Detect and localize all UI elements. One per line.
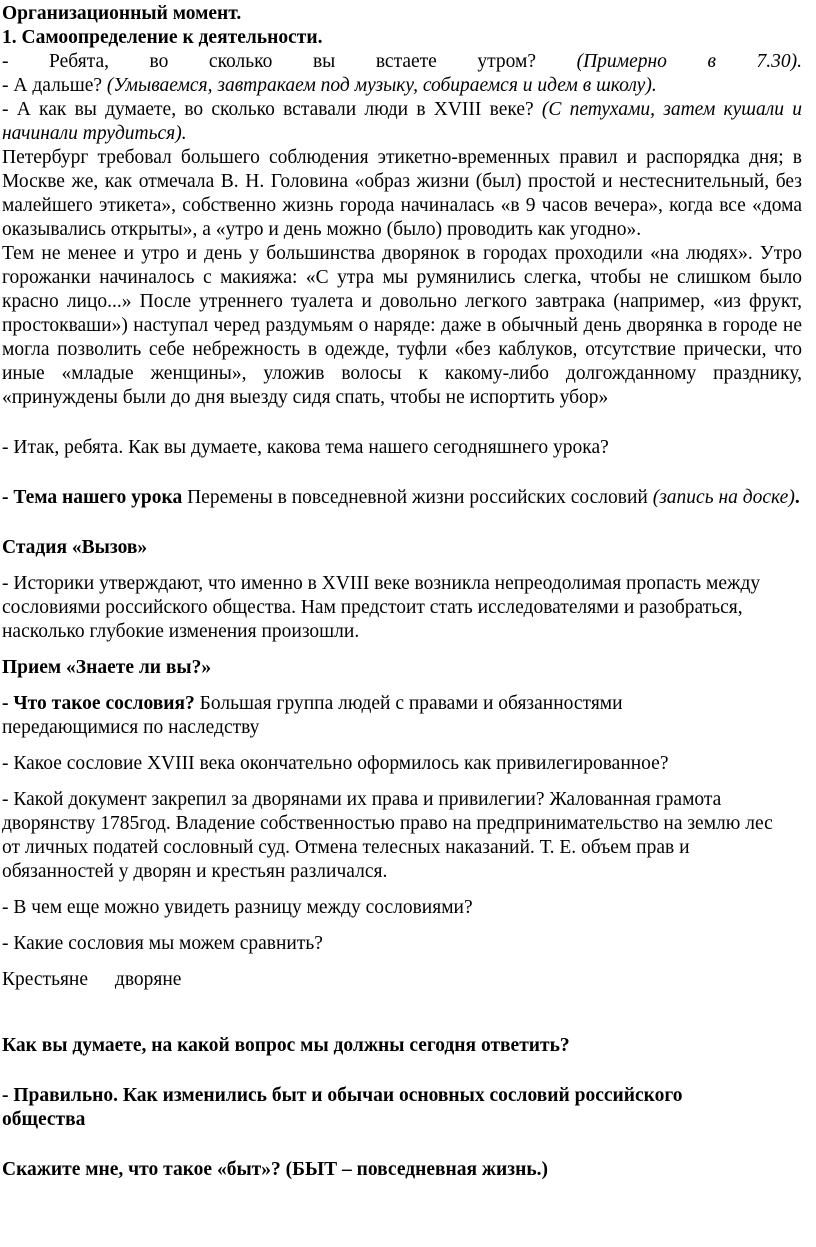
answer-text: (Умываемся, завтракаем под музыку, собираемся и идем в школу). [106, 75, 657, 96]
question-text: - Что такое сословия? [2, 693, 195, 714]
question-byt: Скажите мне, что такое «быт»? (БЫТ – повседневная жизнь.) [2, 1159, 549, 1180]
paragraph-historians: - Историки утверждают, что именно в XVIII веке возникла непреодолимая пропасть между сословиями российского общества. Нам предстоит стать исследователями и разобраться, насколько глубокие изменения произошли. [2, 573, 761, 642]
lesson-topic [2, 486, 802, 510]
topic-end: . [794, 487, 800, 508]
question-lesson-topic: - Итак, ребята. Как вы думаете, какова тема нашего сегодняшнего урока? [2, 437, 609, 458]
topic-label: - Тема нашего урока [2, 487, 183, 508]
question-difference: - В чем еще можно увидеть разницу между сословиями? [2, 897, 473, 918]
question-what-to-answer: Как вы думаете, на какой вопрос мы должны сегодня ответить? [2, 1035, 570, 1056]
question-text: - А как вы думаете, во сколько вставали люди в XVIII веке? [2, 99, 534, 120]
section-heading-org: Организационный момент. [2, 3, 242, 24]
answer-text: Большая группа людей с правами и обязанностями передающимися по наследству [2, 693, 623, 738]
question-text: - Ребята, во сколько вы встаете утром? [2, 51, 537, 72]
section-heading-method: Прием «Знаете ли вы?» [2, 657, 212, 678]
section-heading-call: Стадия «Вызов» [2, 537, 148, 558]
question-next [2, 74, 802, 98]
estates-list [2, 968, 802, 992]
correct-answer: - Правильно. Как изменились быт и обычаи основных сословий российского общества [2, 1085, 683, 1130]
question-document: - Какой документ закрепил за дворянами их права и привилегии? Жалованная грамота дворянству 1785год. Владение собственностью право на предпринимательство на землю лес от личных податей сословный суд. Отмена телесных наказаний. Т. Е. объем прав и обязанностей у дворян и крестьян различался. [2, 789, 773, 882]
question-compare: - Какие сословия мы можем сравнить? [2, 933, 323, 954]
question-18th-century [2, 98, 802, 146]
question-estates [2, 692, 802, 740]
paragraph-morning: Тем не менее и утро и день у большинства дворянок в городах проходили «на людях». Утро горожанки начиналось с макияжа: «С утра мы румянились слегка, чтобы не слишком было красно лицо...» После утреннего туалета и довольно легкого завтрака (например, «из фрукт, простокваши») наступал черед раздумьям о наряде: даже в обычный день дворянка в городе не могла позволить себе небрежность в одежде, туфли «без каблуков, отсутствие прически, что иные «младые женщины», уложив волосы к какому-либо долгожданному празднику, «принуждены были до дня выезду сидя спать, чтобы не испортить убор» [2, 243, 802, 408]
estate-peasants: Крестьяне [2, 969, 89, 990]
question-text: - А дальше? [2, 75, 103, 96]
section-heading-stage1: 1. Самоопределение к деятельности. [2, 27, 323, 48]
answer-text: (Примерно в 7.30). [576, 51, 802, 72]
topic-text: Перемены в повседневной жизни российских сословий [187, 487, 648, 508]
question-privileged: - Какое сословие XVIII века окончательно оформилось как привилегированное? [2, 753, 669, 774]
topic-note: (запись на доске) [652, 487, 795, 508]
estate-nobles: дворяне [114, 969, 182, 990]
answer-text: (С петухами, затем кушали и начинали трудиться). [2, 99, 802, 144]
question-wakeup [2, 50, 802, 74]
paragraph-petersburg: Петербург требовал большего соблюдения этикетно-временных правил и распорядка дня; в Москве же, как отмечала В. Н. Головина «образ жизни (был) простой и нестеснительный, без малейшего этикета», собственно жизнь города начиналась «в 9 часов вечера», когда все «дома оказывались открыты», а «утро и день можно (было) проводить как угодно». [2, 147, 802, 240]
